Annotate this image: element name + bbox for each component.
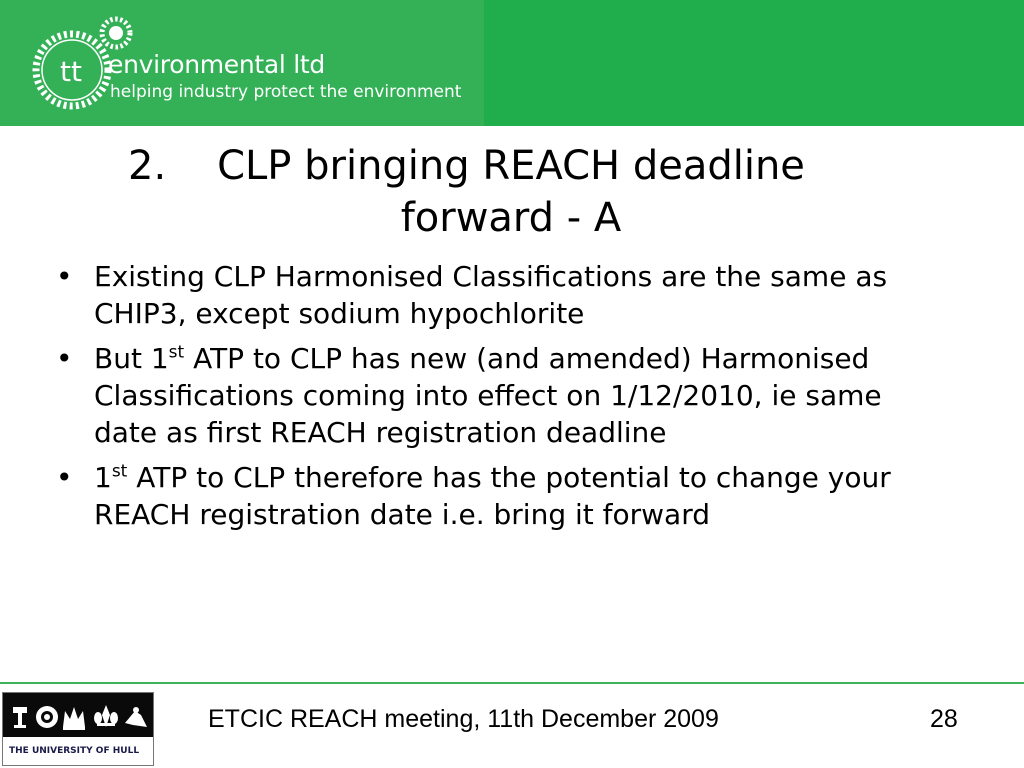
brand-name: environmental ltd — [108, 50, 325, 79]
footer-meeting-text: ETCIC REACH meeting, 11th December 2009 — [208, 705, 719, 733]
brand-tagline: helping industry protect the environment — [110, 82, 462, 102]
bullet-dot: • — [56, 461, 73, 494]
company-logo-panel — [0, 0, 484, 126]
bullet-superscript: st — [111, 461, 128, 482]
university-name: THE UNIVERSITY OF HULL — [9, 746, 140, 756]
bullet-text-rest: ATP to CLP has new (and amended) Harmonised Classifications coming into effect on 1/12/2010, ie same date as first REACH registration deadline — [94, 342, 882, 449]
university-of-hull-logo — [2, 692, 154, 766]
footer-divider — [0, 682, 1024, 684]
crown-icon — [63, 707, 85, 730]
university-name-strip — [3, 737, 153, 765]
brand-mark-text: tt — [60, 55, 82, 88]
title-text: CLP bringing REACH deadline forward - A — [217, 143, 805, 241]
bullet-item — [52, 340, 952, 451]
slide-title — [128, 140, 948, 244]
bullet-text-rest: ATP to CLP therefore has the potential to change your REACH registration date i.e. bring it forward — [94, 461, 891, 531]
thistle-icon — [13, 707, 27, 728]
bullet-item — [52, 459, 952, 533]
bullet-superscript: st — [168, 342, 185, 363]
page-number: 28 — [930, 705, 958, 733]
university-crest-icons — [9, 701, 149, 733]
bullet-dot: • — [56, 260, 73, 293]
title-number: 2. — [128, 143, 167, 189]
bullet-item — [52, 258, 952, 332]
bullet-list — [52, 258, 952, 541]
fleur-de-lis-icon — [94, 705, 118, 727]
bullet-text-lead: 1 — [94, 461, 112, 494]
bird-icon — [125, 707, 147, 727]
rose-icon — [36, 706, 58, 728]
bullet-dot: • — [56, 342, 73, 375]
header-band — [0, 0, 1024, 126]
bullet-text-lead: But 1 — [94, 342, 169, 375]
bullet-text: Existing CLP Harmonised Classifications are the same as CHIP3, except sodium hypochlorite — [94, 260, 888, 330]
